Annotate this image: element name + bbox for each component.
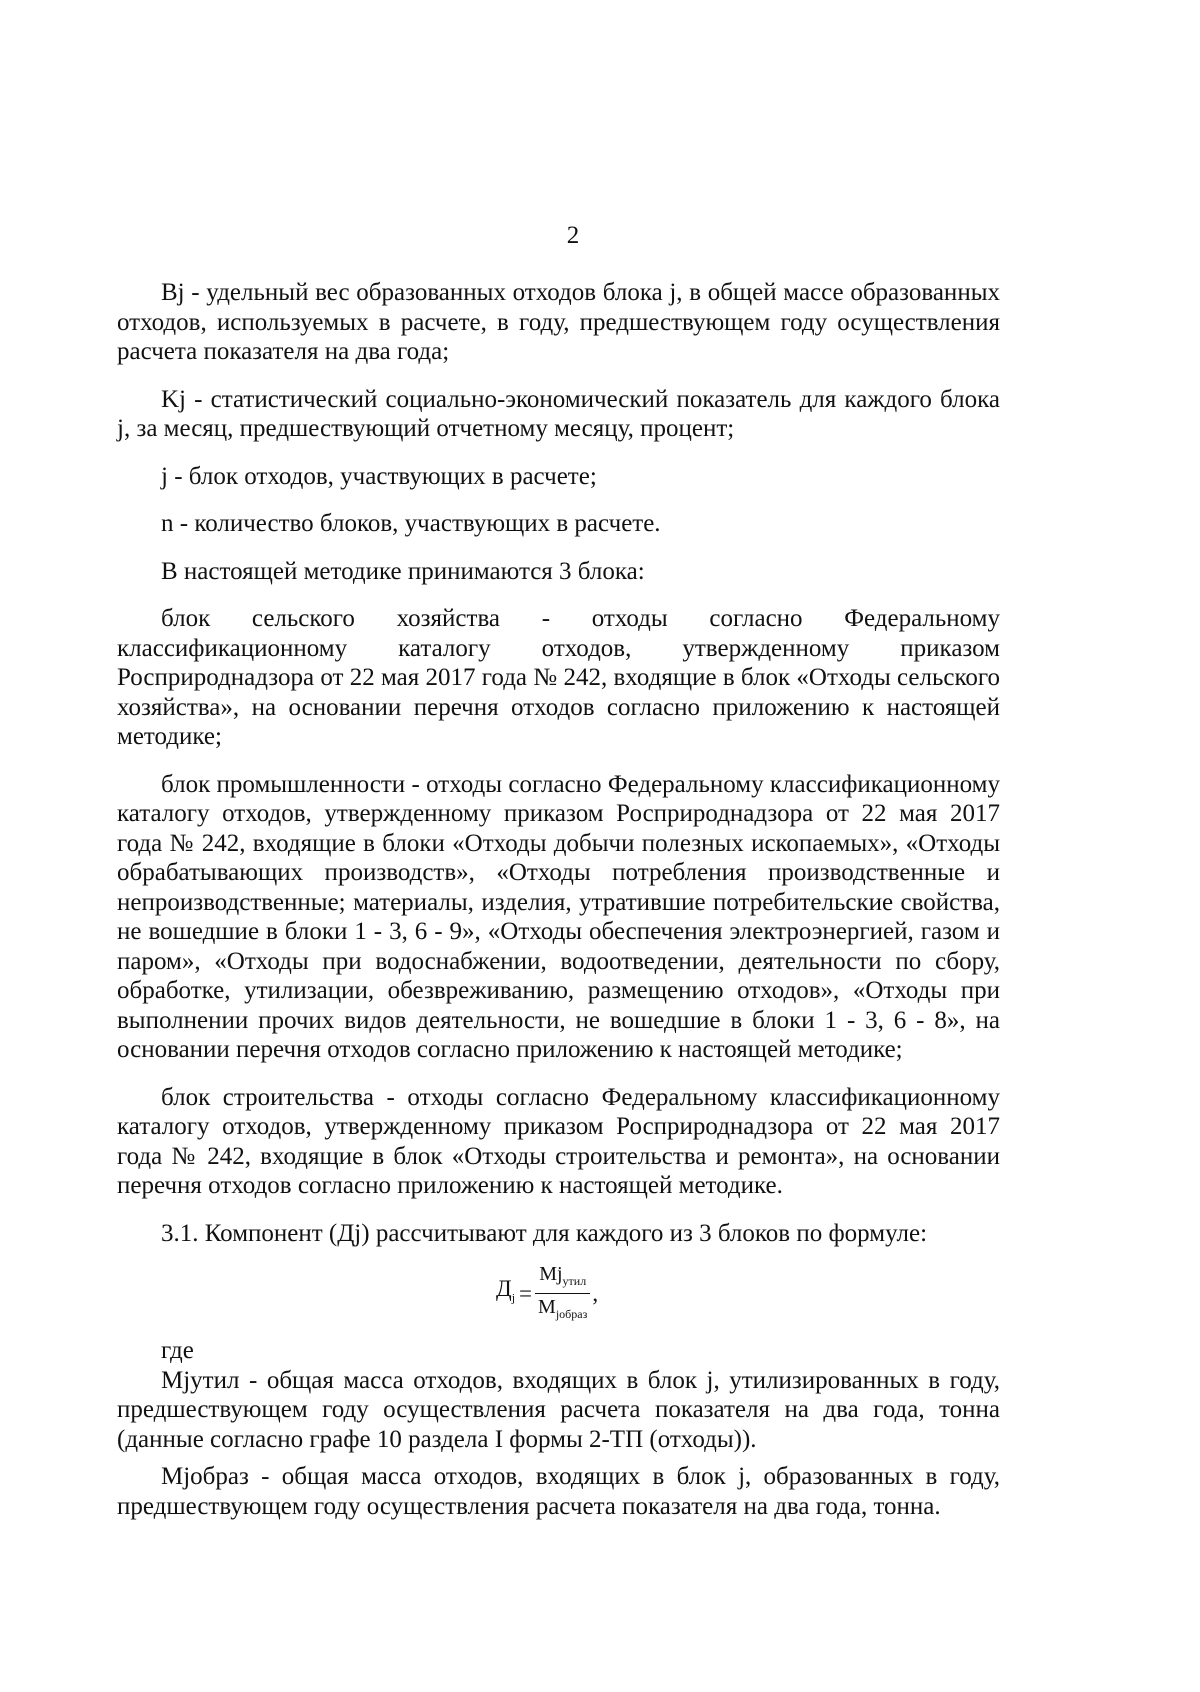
formula-lhs: $Д_j$ bbox=[496, 1276, 516, 1306]
paragraph-industry-block: блок промышленности - отходы согласно Федеральному классификационному каталогу отходов, утвержденному приказом Росприроднадзора от 22 мая 2017 года № 242, входящие в блоки «Отходы добычи полезных ископаемых», «Отходы обрабатывающих производств», «Отходы потребления производственные и непроизводственные; материалы, изделия, утратившие потребительские свойства, не вошедшие в блоки 1 - 3, 6 - 9», «Отходы обеспечения электроэнергией, газом и паром», «Отходы при водоснабжении, водоотведении, деятельности по сбору, обработке, утилизации, обезвреживанию, размещению отходов», «Отходы при выполнении прочих видов деятельности, не вошедшие в блоки 1 - 3, 6 - 8», на основании перечня отходов согласно приложению к настоящей методике; bbox=[117, 770, 1000, 1063]
paragraph-blocks-intro: В настоящей методике принимаются 3 блока: bbox=[161, 557, 645, 585]
paragraph-n-definition: n - количество блоков, участвующих в расчете. bbox=[161, 510, 661, 537]
formula-dj bbox=[117, 1262, 1000, 1326]
document-body bbox=[117, 278, 1000, 1521]
paragraph-bj-definition: Bj - удельный вес образованных отходов блока j, в общей массе образованных отходов, используемых в расчете, в году, предшествующем году осуществления расчета показателя на два года; bbox=[117, 279, 1000, 365]
paragraph-mj-util-definition: Мjутил - общая масса отходов, входящих в блок j, утилизированных в году, предшествующем году осуществления расчета показателя на два года, тонна (данные согласно графе 10 раздела I формы 2-ТП (отходы)). bbox=[117, 1366, 1000, 1453]
paragraph-construction-block: блок строительства - отходы согласно Федеральному классификационному каталогу отходов, утвержденному приказом Росприроднадзора от 22 мая 2017 года № 242, входящие в блок «Отходы строительства и ремонта», на основании перечня отходов согласно приложению к настоящей методике. bbox=[117, 1083, 1000, 1199]
paragraph-where: где bbox=[161, 1337, 194, 1364]
paragraph-agriculture-block: блок сельского хозяйства - отходы согласно Федеральному классификационному каталогу отходов, утвержденному приказом Росприроднадзора от 22 мая 2017 года № 242, входящие в блок «Отходы сельского хозяйства», на основании перечня отходов согласно приложению к настоящей методике; bbox=[117, 605, 1000, 750]
formula-numerator: $Мj_{утил}$ bbox=[539, 1262, 587, 1288]
paragraph-kj-definition: Kj - статистический социально-экономический показатель для каждого блока j, за месяц, предшествующий отчетному месяцу, процент; bbox=[117, 385, 1000, 442]
paragraph-j-definition: j - блок отходов, участвующих в расчете; bbox=[161, 462, 597, 490]
page-number: 2 bbox=[566, 222, 580, 249]
formula-equals: = bbox=[519, 1281, 533, 1307]
formula-denominator: $М_{jобраз}$ bbox=[538, 1295, 588, 1321]
formula-comma: , bbox=[592, 1281, 599, 1307]
formula-fraction bbox=[535, 1262, 590, 1327]
paragraph-mj-obraz-definition: Мjобраз - общая масса отходов, входящих в блок j, образованных в году, предшествующем году осуществления расчета показателя на два года, тонна. bbox=[117, 1463, 1000, 1520]
paragraph-component-formula-intro: 3.1. Компонент (Дj) рассчитывают для каждого из 3 блоков по формуле: bbox=[161, 1219, 928, 1247]
